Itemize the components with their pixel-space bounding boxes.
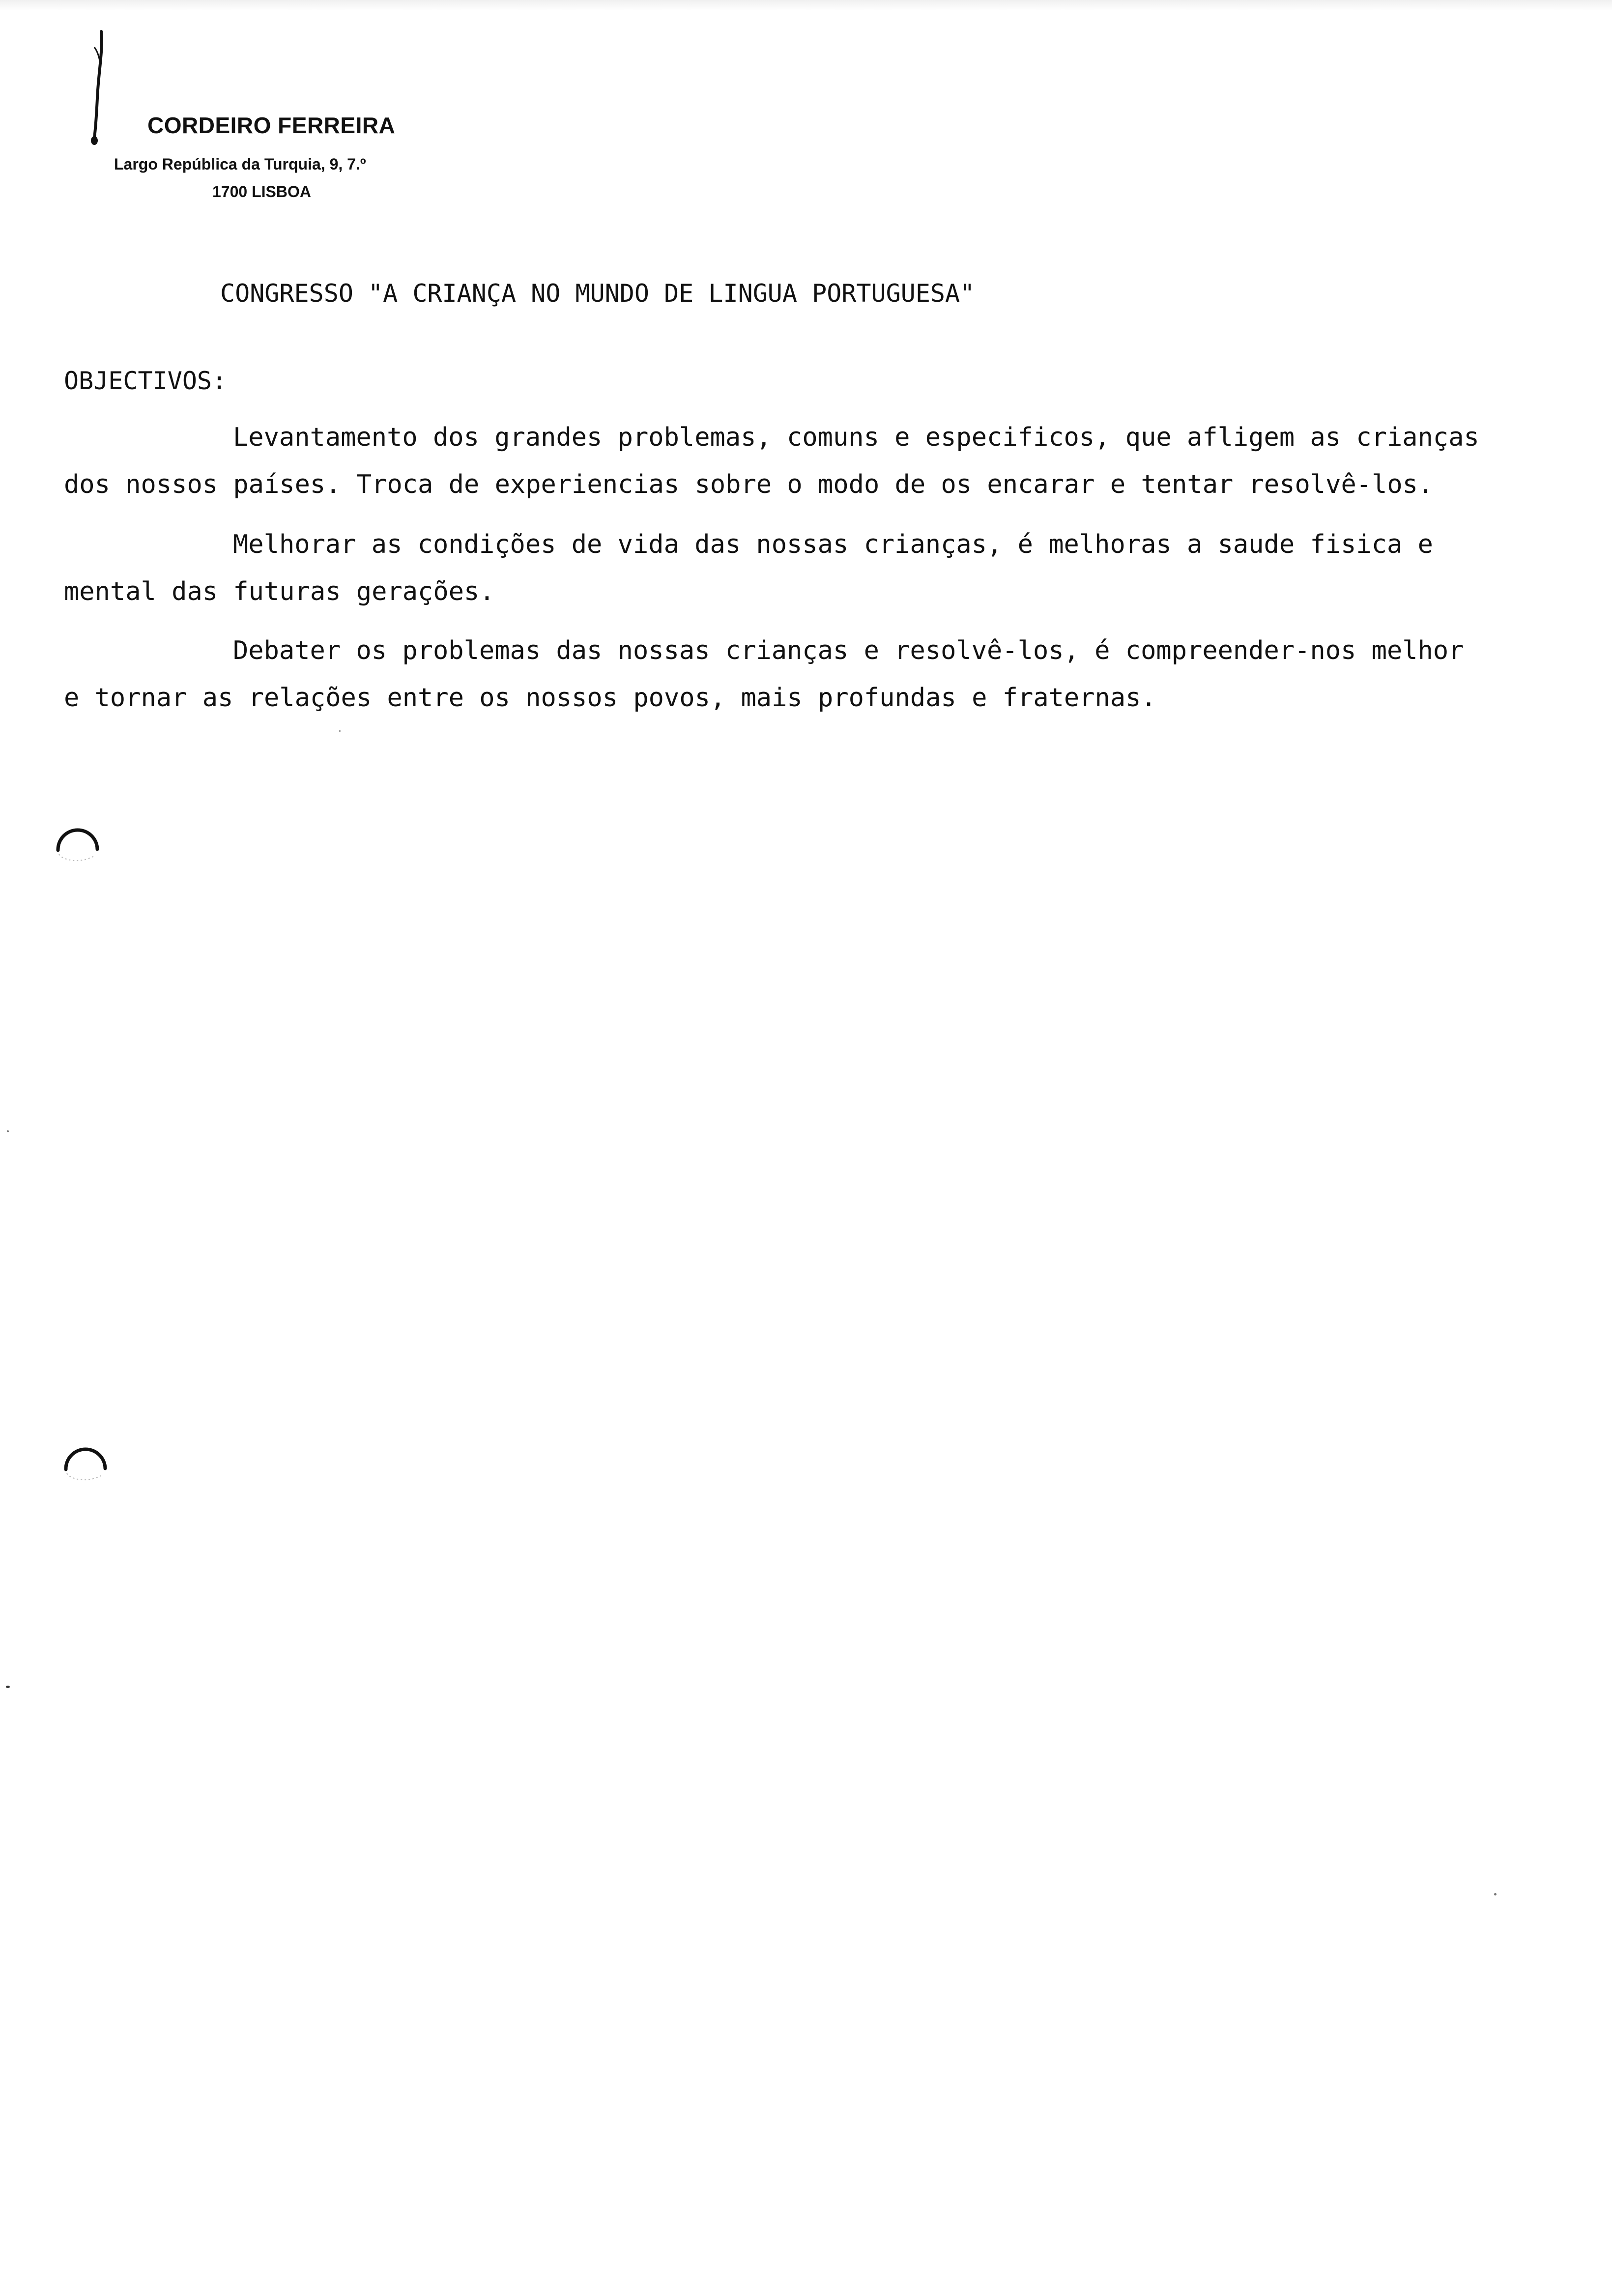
- paragraph-line: e tornar as relações entre os nossos povos, mais profundas e fraternas.: [64, 683, 1156, 713]
- paragraph-line: Debater os problemas das nossas crianças e resolvê-los, é compreender-nos melhor: [233, 636, 1464, 665]
- paragraph-line: Melhorar as condições de vida das nossas crianças, é melhoras a saude fisica e: [233, 530, 1433, 559]
- scan-speck: [6, 1686, 10, 1688]
- paragraph-line: Levantamento dos grandes problemas, comuns e especificos, que afligem as crianças: [233, 423, 1479, 452]
- paragraph-line: dos nossos países. Troca de experiencias sobre o modo de os encarar e tentar resolvê-los.: [64, 470, 1434, 499]
- scan-speck: [7, 1130, 9, 1132]
- objective-paragraph: [64, 627, 1499, 721]
- letterhead-city: 1700 LISBOA: [212, 183, 311, 201]
- scan-speck: [339, 730, 341, 732]
- scan-edge-shadow: [0, 0, 1612, 11]
- letterhead-name: CORDEIRO FERREIRA: [147, 113, 396, 138]
- paragraph-line: mental das futuras gerações.: [64, 577, 495, 606]
- scan-speck: [1494, 1893, 1497, 1895]
- punch-hole-lower: [61, 1439, 110, 1488]
- handwritten-margin-mark: [86, 29, 112, 147]
- punch-hole-upper: [53, 820, 102, 869]
- objective-paragraph: [64, 521, 1499, 615]
- letterhead-address: Largo República da Turquia, 9, 7.º: [114, 155, 366, 173]
- section-heading: OBJECTIVOS:: [64, 367, 227, 395]
- document-title: CONGRESSO "A CRIANÇA NO MUNDO DE LINGUA PORTUGUESA": [220, 279, 975, 308]
- objective-paragraph: [64, 414, 1499, 508]
